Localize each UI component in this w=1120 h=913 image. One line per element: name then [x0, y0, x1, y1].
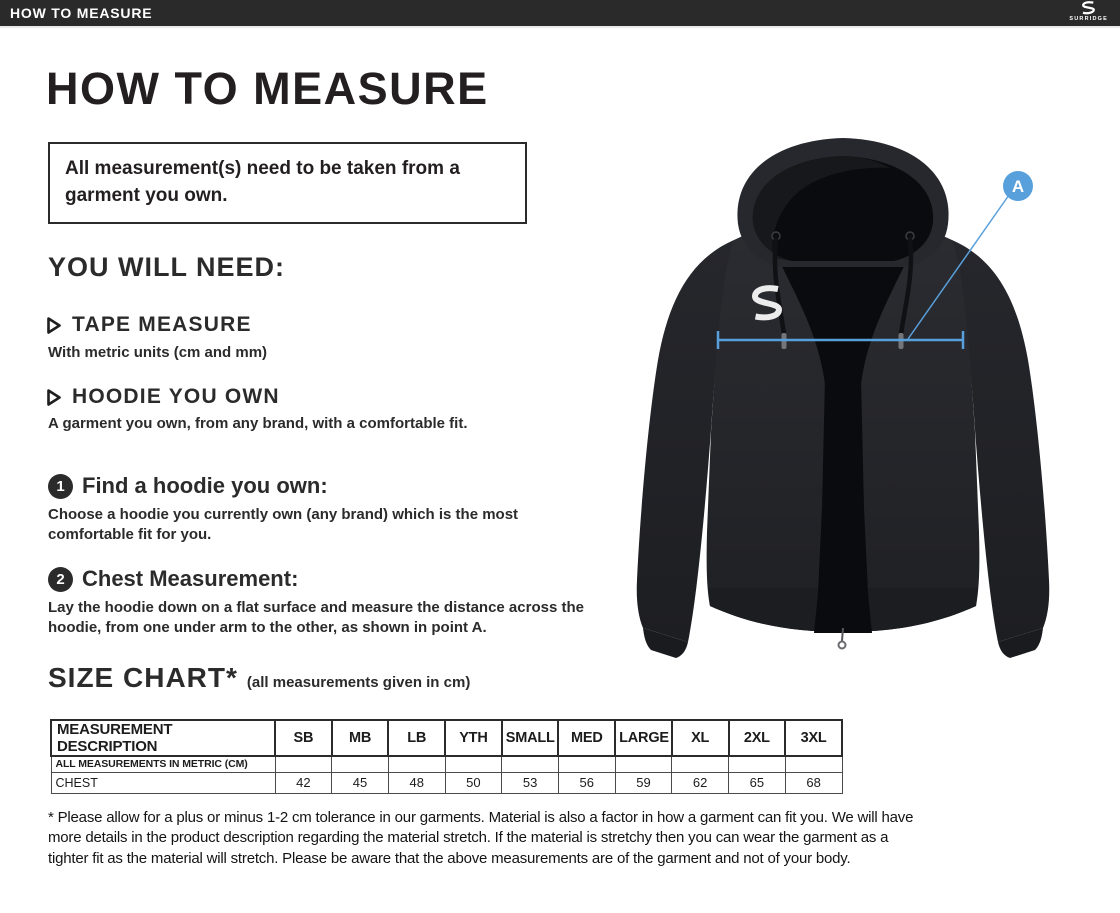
top-bar-title: HOW TO MEASURE: [10, 5, 153, 21]
size-chart-cell: [275, 756, 332, 772]
step-1-description: Choose a hoodie you currently own (any brand) which is the most comfortable fit for you.: [48, 506, 519, 543]
size-chart-cell: 45: [332, 772, 389, 793]
size-chart-cell: ALL MEASUREMENTS IN METRIC (CM): [51, 756, 275, 772]
size-chart-cell: 65: [729, 772, 786, 793]
zipper-pull-icon: [839, 642, 846, 649]
step-number-badge: 1: [48, 474, 73, 499]
need-item-description: A garment you own, from any brand, with a comfortable fit.: [48, 415, 468, 432]
need-item-title: TAPE MEASURE: [72, 313, 252, 336]
point-a-label: A: [1011, 177, 1025, 196]
size-chart-heading: SIZE CHART*: [48, 662, 238, 693]
size-chart-cell: [672, 756, 729, 772]
size-chart-header-cell: YTH: [445, 720, 502, 756]
step-number-badge: 2: [48, 567, 73, 592]
need-item-hoodie: [46, 385, 280, 409]
size-chart-header-cell: LB: [388, 720, 445, 756]
page-title: HOW TO MEASURE: [46, 63, 489, 114]
size-chart-row: [51, 772, 842, 793]
step-title: Find a hoodie you own:: [82, 473, 328, 498]
bullet-triangle-icon: [46, 388, 62, 407]
size-chart-header-cell: LARGE: [615, 720, 672, 756]
zipper-pull-cord: [842, 628, 843, 641]
size-chart-cell: [445, 756, 502, 772]
size-chart-subheading: (all measurements given in cm): [246, 674, 471, 691]
size-chart-cell: 56: [558, 772, 615, 793]
size-chart-header-cell: MED: [558, 720, 615, 756]
surridge-logo: [1069, 1, 1108, 23]
top-bar: [0, 0, 1120, 28]
size-chart-header-row: [51, 720, 842, 756]
step-2-description: Lay the hoodie down on a flat surface and measure the distance across the hoodie, from one under arm to the other, as shown in point A.: [48, 599, 584, 636]
size-chart-cell: [388, 756, 445, 772]
size-chart-cell: [785, 756, 842, 772]
size-chart-header-cell: XL: [672, 720, 729, 756]
hoodie-product-image: [622, 128, 1062, 658]
size-chart-header-cell: MEASUREMENT DESCRIPTION: [51, 720, 275, 756]
size-chart-cell: 59: [615, 772, 672, 793]
tolerance-disclaimer: * Please allow for a plus or minus 1-2 cm tolerance in our garments. Material is also a factor in how a garment can fit you. We will have more details in the product description regarding the material stretch. If the material is stretchy then you can wear the garment as a tighter fit as the material will stretch. Please be aware that the above measurements are of the garment and not of your body.: [48, 809, 914, 867]
size-chart-cell: 53: [502, 772, 559, 793]
step-1-header: [48, 473, 328, 499]
you-will-need-heading: YOU WILL NEED:: [48, 252, 286, 282]
hoodie-illustration: [622, 128, 1062, 658]
need-item-title: HOODIE YOU OWN: [72, 385, 280, 408]
size-chart-cell: [332, 756, 389, 772]
size-chart-header-cell: SMALL: [502, 720, 559, 756]
size-chart-cell: 42: [275, 772, 332, 793]
measurement-notice-box: [48, 142, 527, 224]
surridge-logo-text: SURRIDGE: [1069, 16, 1108, 22]
need-item-description: With metric units (cm and mm): [48, 344, 268, 361]
size-chart-cell: [558, 756, 615, 772]
size-chart-header-cell: 2XL: [729, 720, 786, 756]
size-chart-cell: [729, 756, 786, 772]
measurement-notice-text: All measurement(s) need to be taken from a garment you own.: [65, 158, 460, 206]
surridge-s-icon: [1080, 1, 1097, 16]
size-chart-cell: 68: [785, 772, 842, 793]
step-2-header: [48, 566, 298, 592]
size-chart-cell: 62: [672, 772, 729, 793]
size-chart-row: [51, 756, 842, 772]
step-title: Chest Measurement:: [82, 566, 299, 591]
need-item-tape-measure: [46, 313, 252, 337]
bullet-triangle-icon: [46, 316, 62, 335]
size-chart-heading-row: [48, 662, 470, 694]
size-chart-header-cell: MB: [332, 720, 389, 756]
size-chart-cell: CHEST: [51, 772, 275, 793]
size-chart-header-cell: SB: [275, 720, 332, 756]
size-chart-header-cell: 3XL: [785, 720, 842, 756]
size-chart-cell: [615, 756, 672, 772]
size-chart-cell: [502, 756, 559, 772]
size-chart-cell: 50: [445, 772, 502, 793]
size-chart-table: [50, 719, 843, 794]
size-chart-cell: 48: [388, 772, 445, 793]
